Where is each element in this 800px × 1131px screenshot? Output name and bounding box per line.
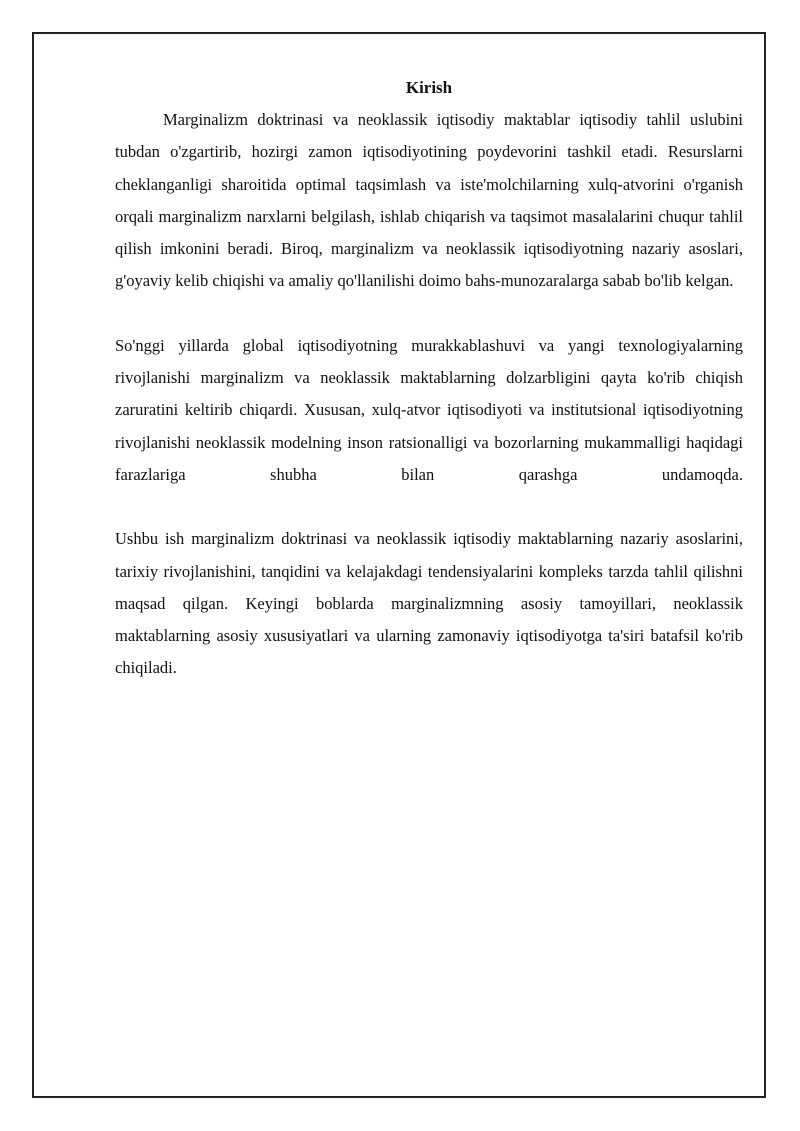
paragraph-context: So'nggi yillarda global iqtisodiyotning murakkablashuvi va yangi texnologiyalarning rivojlanishi marginalizm va neoklassik maktablarning dolzarbligini qayta ko'rib chiqish zaruratini keltirib chiqardi. Xususan, xulq-atvor iqtisodiyoti va institutsional iqtisodiyotning rivojlanishi neoklassik modelning inson ratsionalligi va bozorlarning mukammalligi haqidagi farazlariga shubha bilan qarashga undamoqda.	[115, 335, 743, 484]
paragraph-spacer	[115, 298, 743, 330]
page-title: Kirish	[405, 78, 453, 97]
paragraph-aim: Ushbu ish marginalizm doktrinasi va neoklassik iqtisodiy maktablarning nazariy asoslarini, tarixiy rivojlanishini, tanqidini va kelajakdagi tendensiyalarini kompleks tarzda tahlil qilishni maqsad qilgan. Keyingi boblarda marginalizmning asosiy tamoyillari, neoklassik maktablarning asosiy xususiyatlari va ularning zamonaviy iqtisodiyotga ta'siri batafsil ko'rib chiqiladi.	[115, 529, 743, 678]
paragraph-spacer	[115, 491, 743, 523]
paragraph-intro: Marginalizm doktrinasi va neoklassik iqtisodiy maktablar iqtisodiy tahlil uslubini tubdan o'zgartirib, hozirgi zamon iqtisodiyotining poydevorini tashkil etadi. Resurslarni cheklanganligi sharoitida optimal taqsimlash va iste'molchilarning xulq-atvorini o'rganish orqali marginalizm narxlarni belgilash, ishlab chiqarish va taqsimot masalalarini chuqur tahlil qilish imkonini beradi. Biroq, marginalizm va neoklassik iqtisodiyotning nazariy asoslari, g'oyaviy kelib chiqishi va amaliy qo'llanilishi doimo bahs-munozaralarga sabab bo'lib kelgan.	[115, 110, 743, 291]
document-body	[115, 75, 743, 685]
